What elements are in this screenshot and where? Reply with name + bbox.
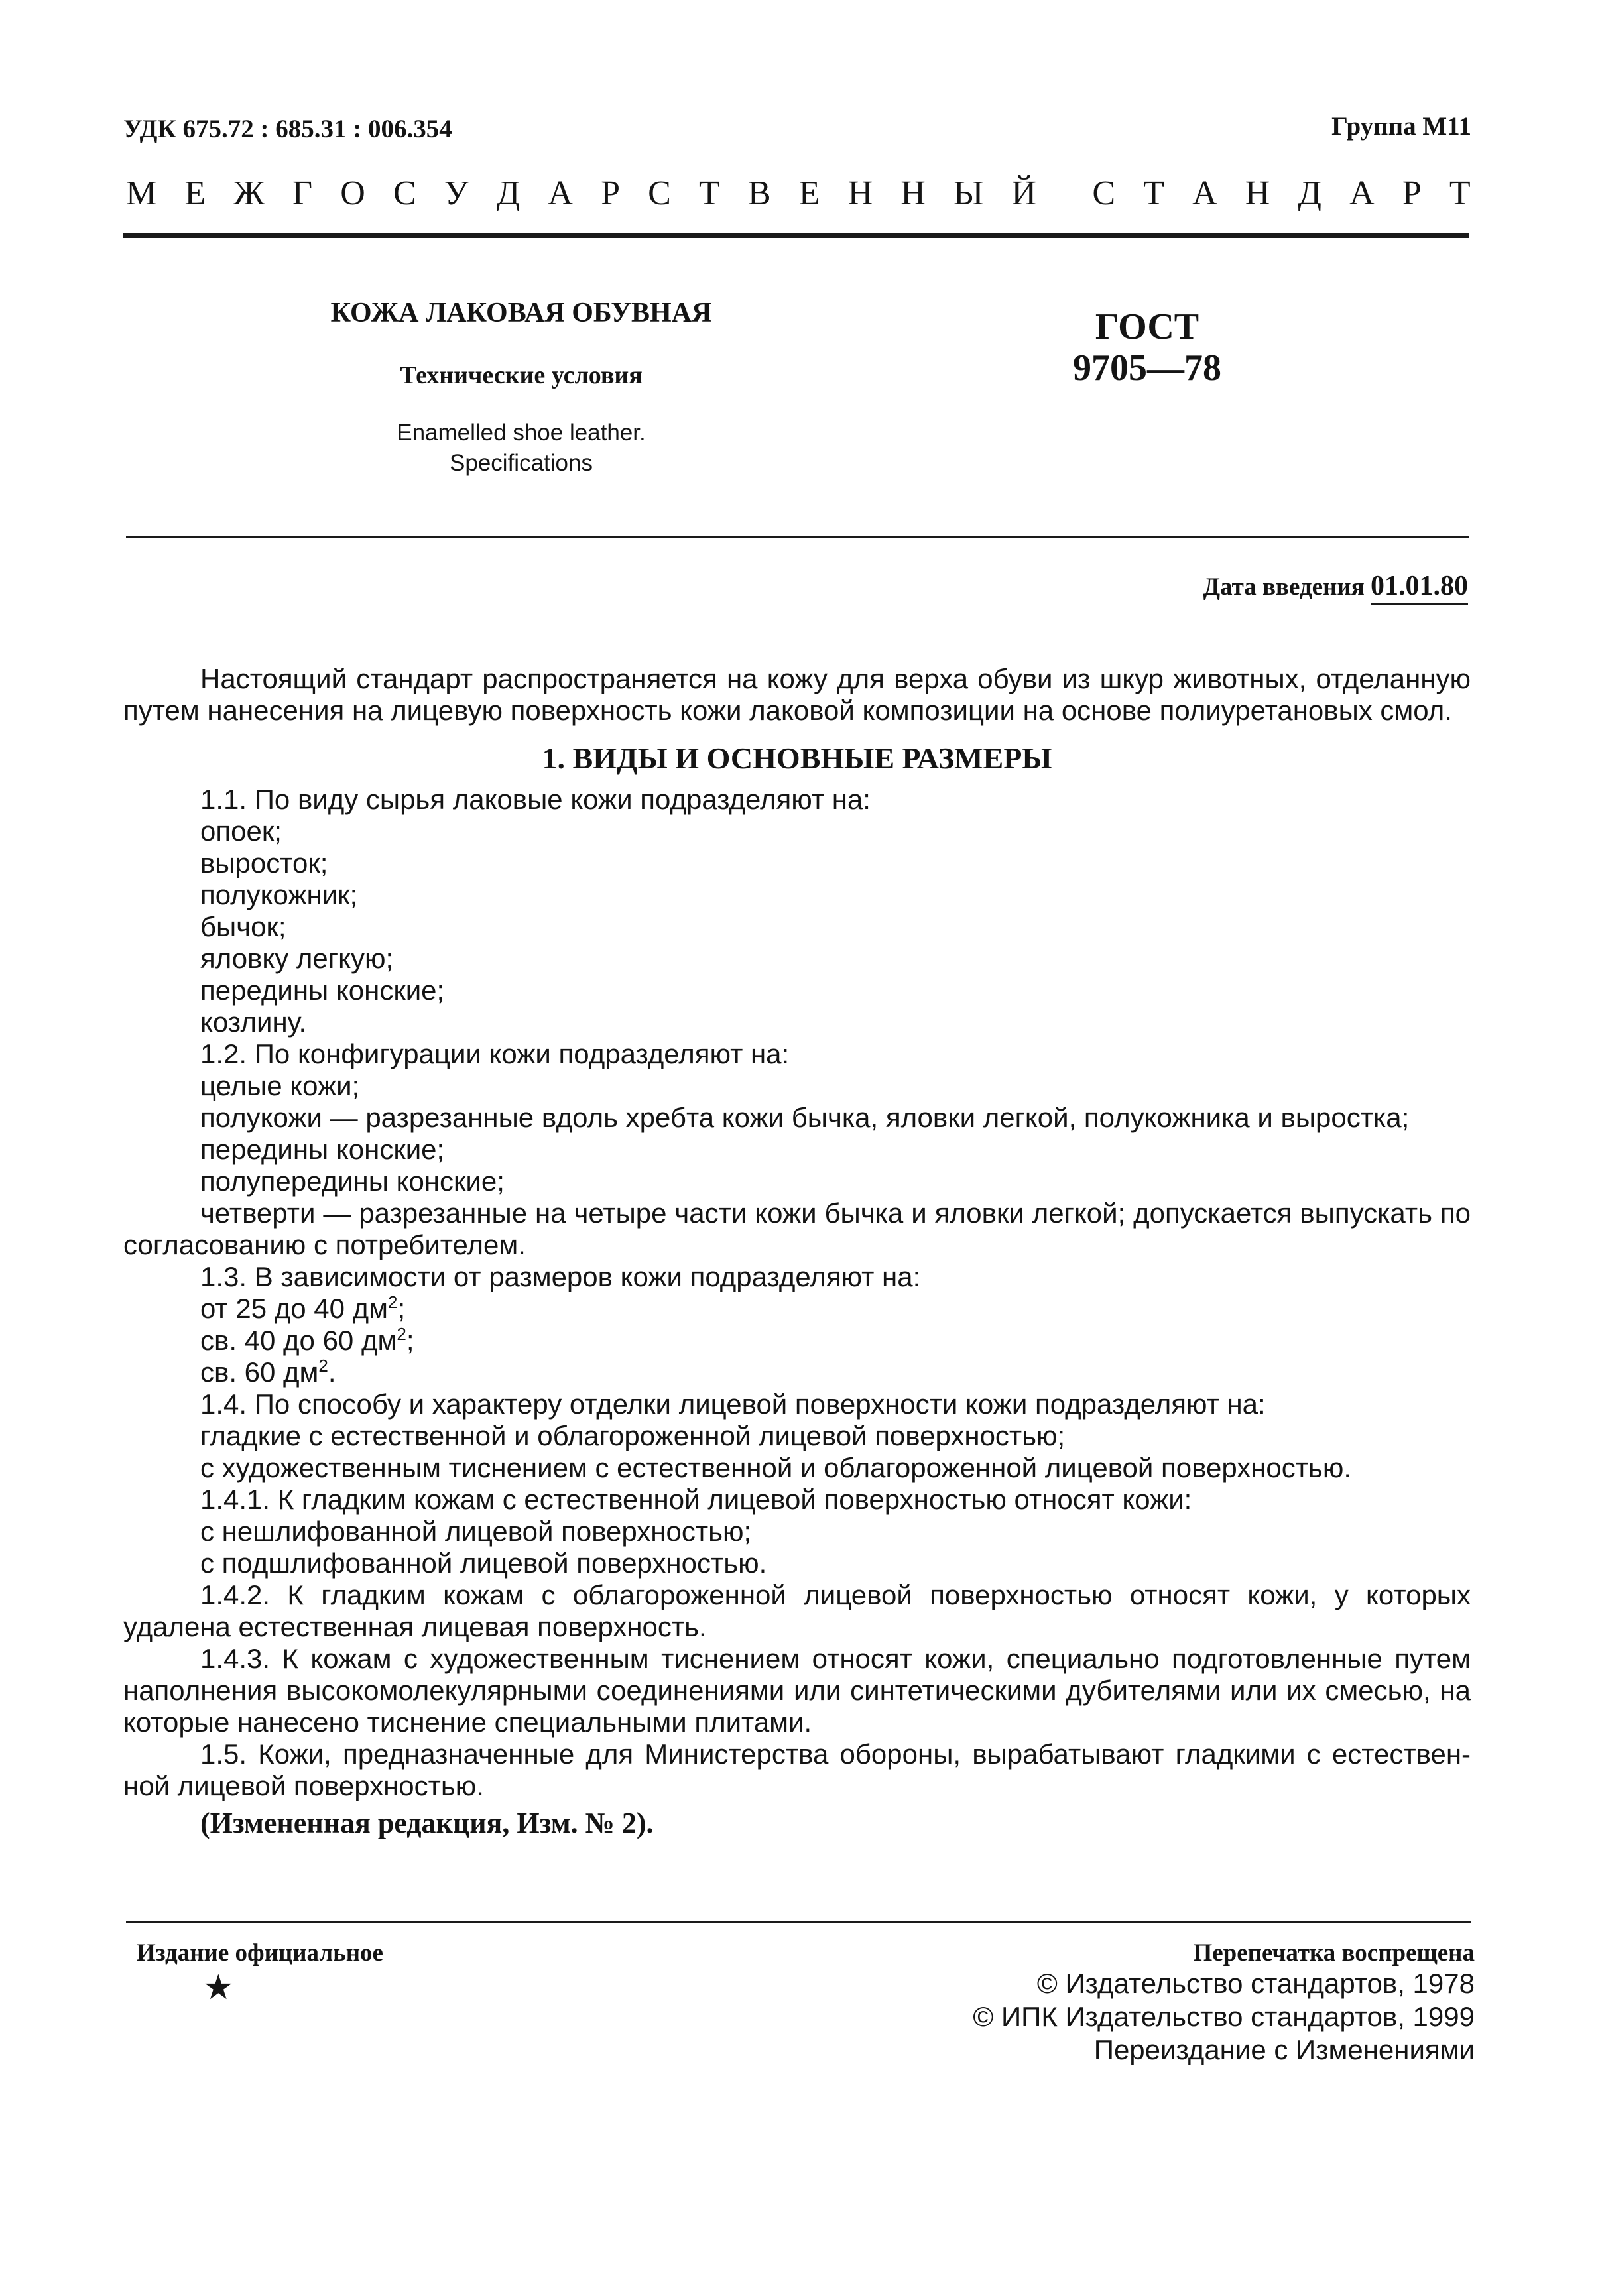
list-item: выросток;: [200, 847, 328, 878]
clause-1-4-1: 1.4.1. К гладким кожам с естественной лицевой поверхностью относят кожи:: [200, 1484, 1192, 1515]
list-item: передины конские;: [200, 1134, 445, 1165]
title-block: [256, 297, 786, 479]
date-value: 01.01.80: [1371, 571, 1468, 605]
intro-paragraph: Настоящий стандарт распространяется на кожу для верха обуви из шкур животных, отделанную путем нанесения на лицевую поверхность кожи лаковой композиции на основе полиуретановых смол.: [123, 663, 1471, 726]
document-title: КОЖА ЛАКОВАЯ ОБУВНАЯ: [330, 298, 712, 328]
list-item: с художественным тиснением с естественной и облагороженной лицевой поверхностью.: [200, 1452, 1352, 1483]
size-range: от 25 до 40 дм: [200, 1293, 389, 1324]
list-item: от 25 до 40 $дм^2$;: [200, 1292, 406, 1324]
document-subtitle: Технические условия: [400, 361, 643, 389]
section-heading: 1. ВИДЫ И ОСНОВНЫЕ РАЗМЕРЫ: [542, 741, 1052, 775]
list-item: св. 40 до 60 $дм^2$;: [200, 1324, 414, 1356]
clause-1-5: 1.5. Кожи, предназначенные для Министерства обороны, вырабатывают гладкими с естествен-ной лицевой поверхностью.: [123, 1738, 1471, 1801]
banner-letter: Н: [847, 174, 873, 212]
list-item: опоек;: [200, 816, 282, 847]
group-code: Группа М11: [1331, 112, 1471, 141]
list-item: с подшлифованной лицевой поверхностью.: [200, 1547, 767, 1579]
list-item: козлину.: [200, 1006, 307, 1038]
clause-1-1: 1.1. По виду сырья лаковые кожи подразделяют на:: [200, 784, 871, 815]
introduction-date: [1203, 570, 1468, 602]
list-item: передины конские;: [200, 975, 445, 1006]
banner-letter: Е: [184, 174, 206, 212]
copyright-line: © Издательство стандартов, 1978: [1036, 1968, 1475, 1999]
banner-letter: С: [393, 174, 416, 212]
copyright-line: © ИПК Издательство стандартов, 1999: [973, 2001, 1475, 2032]
top-thick-rule: [123, 233, 1469, 238]
banner-letter: Ы: [953, 174, 984, 212]
superscript: 2: [388, 1292, 398, 1312]
size-range: св. 40 до 60 дм: [200, 1325, 397, 1356]
gost-designation: [1014, 306, 1280, 389]
superscript: 2: [397, 1324, 406, 1344]
gost-label: ГОСТ: [1095, 306, 1199, 347]
banner-letter: В: [747, 174, 771, 212]
banner-letter: А: [1192, 174, 1217, 212]
banner-letter: Г: [292, 174, 313, 212]
list-item: св. 60 $дм^2$.: [200, 1356, 336, 1388]
banner-letter: Т: [1143, 174, 1164, 212]
interstate-standard-banner: [126, 174, 1471, 213]
title-divider-rule: [126, 536, 1469, 538]
banner-letter: Т: [698, 174, 720, 212]
banner-letter: Ж: [233, 174, 265, 212]
banner-letter: Т: [1449, 174, 1471, 212]
list-item: целые кожи;: [200, 1070, 360, 1101]
official-edition-label: Издание официальное: [137, 1939, 383, 1966]
list-item: гладкие с естественной и облагороженной лицевой поверхностью;: [200, 1420, 1066, 1451]
banner-letter: Й: [1011, 174, 1037, 212]
banner-letter: О: [340, 174, 365, 212]
english-title-line: Specifications: [450, 450, 593, 476]
list-item: полукожник;: [200, 879, 358, 910]
banner-letter: Е: [798, 174, 820, 212]
superscript: 2: [318, 1356, 328, 1376]
banner-letter: У: [444, 174, 469, 212]
list-item: бычок;: [200, 911, 286, 942]
footer-copyright-block: [973, 1939, 1475, 2067]
gost-number: 9705—78: [1073, 347, 1221, 389]
banner-letter: Н: [1245, 174, 1270, 212]
reprint-forbidden: Перепечатка воспрещена: [1193, 1939, 1475, 1966]
clause-1-4: 1.4. По способу и характеру отделки лицевой поверхности кожи подразделяют на:: [200, 1388, 1266, 1420]
banner-letter: Р: [1402, 174, 1422, 212]
list-item: четверти — разрезанные на четыре части кожи бычка и яловки легкой; допускается выпускать по согласованию с потребителем.: [123, 1197, 1471, 1260]
list-item: полупередины конские;: [200, 1166, 505, 1197]
list-item: с нешлифованной лицевой поверхностью;: [200, 1516, 752, 1547]
english-title-line: Enamelled shoe leather.: [397, 420, 646, 446]
size-range: св. 60 дм: [200, 1357, 319, 1388]
banner-letter: Д: [1298, 174, 1321, 212]
banner-letter: С: [1092, 174, 1116, 212]
banner-letter: С: [648, 174, 671, 212]
document-body: [123, 663, 1471, 1839]
list-item: яловку легкую;: [200, 943, 394, 974]
banner-letter: Д: [496, 174, 521, 212]
date-label: Дата введения: [1203, 574, 1365, 601]
footer-divider-rule: [126, 1921, 1471, 1923]
clause-1-4-2: 1.4.2. К гладким кожам с облагороженной лицевой поверхностью относят кожи, у которых удалена естественная лицевая поверхность.: [123, 1579, 1471, 1642]
banner-letter: А: [548, 174, 573, 212]
banner-letter: М: [126, 174, 157, 212]
udk-code: УДК 675.72 : 685.31 : 006.354: [123, 115, 452, 143]
english-title: [256, 418, 786, 479]
banner-letter: Н: [900, 174, 926, 212]
reissue-line: Переиздание с Изменениями: [1093, 2034, 1475, 2065]
banner-letter: А: [1349, 174, 1375, 212]
list-item: полукожи — разрезанные вдоль хребта кожи бычка, яловки легкой, полукожника и выростка;: [200, 1102, 1410, 1133]
star-icon: ★: [203, 1969, 234, 2007]
edition-note: (Измененная редакция, Изм. № 2).: [200, 1807, 654, 1839]
clause-1-2: 1.2. По конфигурации кожи подразделяют на:: [200, 1038, 790, 1069]
clause-1-3: 1.3. В зависимости от размеров кожи подразделяют на:: [200, 1261, 921, 1292]
clause-1-4-3: 1.4.3. К кожам с художественным тиснением относят кожи, специально подготовленные путем наполнения высокомолекулярными соединениями или синтетическими дубителями или их смесью, на которые нанесено тиснение специальными плитами.: [123, 1643, 1471, 1738]
banner-letter: Р: [601, 174, 620, 212]
